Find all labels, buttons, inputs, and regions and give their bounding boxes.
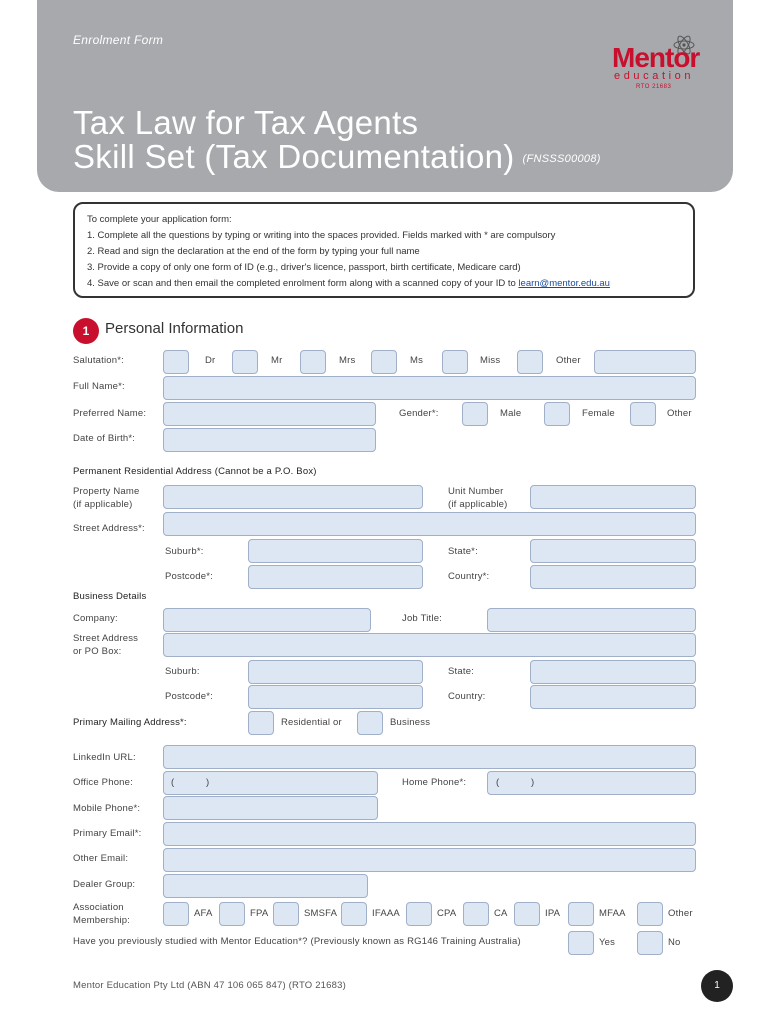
instructions-intro: To complete your application form: [87, 214, 232, 225]
dealer-group-field[interactable] [163, 874, 368, 898]
property-name-field[interactable] [163, 485, 423, 509]
instructions-step-4-text: 4. Save or scan and then email the completed enrolment form along with a scanned copy of your ID to [87, 278, 516, 289]
job-title-label: Job Title: [402, 613, 443, 624]
company-field[interactable] [163, 608, 371, 632]
linkedin-field[interactable] [163, 745, 696, 769]
salutation-dr-checkbox[interactable] [163, 350, 189, 374]
business-country-field[interactable] [530, 685, 696, 709]
property-name-label-line2: (if applicable) [73, 499, 133, 510]
logo-wordmark: Mentor [612, 42, 700, 73]
business-state-field[interactable] [530, 660, 696, 684]
section-title: Personal Information [105, 320, 244, 337]
other-email-label: Other Email: [73, 853, 129, 864]
business-street-label-line1: Street Address [73, 633, 139, 644]
salutation-ms-label: Ms [410, 355, 424, 366]
gender-other-checkbox[interactable] [630, 402, 656, 426]
company-label: Company: [73, 613, 118, 624]
linkedin-label: LinkedIn URL: [73, 752, 136, 763]
business-postcode-field[interactable] [248, 685, 423, 709]
salutation-dr-label: Dr [205, 355, 216, 366]
previous-study-yes-checkbox[interactable] [568, 931, 594, 955]
assoc-ifaaa-checkbox[interactable] [341, 902, 367, 926]
office-phone-area-open: ( [171, 777, 175, 788]
mailing-business-checkbox[interactable] [357, 711, 383, 735]
mailing-residential-label: Residential or [281, 717, 342, 728]
association-label [73, 901, 130, 927]
assoc-ipa-label: IPA [545, 908, 561, 919]
unit-number-label-line2: (if applicable) [448, 499, 508, 510]
office-phone-label: Office Phone: [73, 777, 133, 788]
assoc-mfaa-label: MFAA [599, 908, 626, 919]
unit-number-field[interactable] [530, 485, 696, 509]
salutation-miss-label: Miss [480, 355, 501, 366]
instructions-step-1: 1. Complete all the questions by typing or writing into the spaces provided. Fields marked with * are compulsory [87, 230, 556, 241]
property-name-label-line1: Property Name [73, 486, 140, 497]
salutation-mr-checkbox[interactable] [232, 350, 258, 374]
mentor-logo [608, 34, 702, 96]
business-street-label [73, 632, 138, 658]
preferred-name-field[interactable] [163, 402, 376, 426]
full-name-field[interactable] [163, 376, 696, 400]
previous-study-yes-label: Yes [599, 937, 616, 948]
instructions-step-2: 2. Read and sign the declaration at the end of the form by typing your full name [87, 246, 420, 257]
footer-company-info: Mentor Education Pty Ltd (ABN 47 106 065 847) (RTO 21683) [73, 980, 346, 991]
business-postcode-label: Postcode*: [165, 691, 213, 702]
section-number-badge: 1 [73, 318, 99, 344]
business-street-label-line2: or PO Box: [73, 646, 122, 657]
permanent-address-heading: Permanent Residential Address (Cannot be a P.O. Box) [73, 466, 317, 477]
dob-field[interactable] [163, 428, 376, 452]
business-state-label: State: [448, 666, 475, 677]
previous-study-no-checkbox[interactable] [637, 931, 663, 955]
assoc-afa-checkbox[interactable] [163, 902, 189, 926]
state-field[interactable] [530, 539, 696, 563]
street-address-label: Street Address*: [73, 523, 145, 534]
country-field[interactable] [530, 565, 696, 589]
business-suburb-field[interactable] [248, 660, 423, 684]
gender-male-checkbox[interactable] [462, 402, 488, 426]
page-title-line2 [73, 138, 601, 176]
association-label-line2: Membership: [73, 915, 131, 926]
assoc-cpa-label: CPA [437, 908, 457, 919]
salutation-other-field[interactable] [594, 350, 696, 374]
business-suburb-label: Suburb: [165, 666, 200, 677]
postcode-label: Postcode*: [165, 571, 213, 582]
form-type-label: Enrolment Form [73, 33, 164, 47]
instructions-step-3: 3. Provide a copy of only one form of ID (e.g., driver's licence, passport, birth certificate, Medicare card) [87, 262, 521, 273]
other-email-field[interactable] [163, 848, 696, 872]
suburb-field[interactable] [248, 539, 423, 563]
instructions-box [73, 202, 695, 298]
salutation-miss-checkbox[interactable] [442, 350, 468, 374]
unit-number-label-line1: Unit Number [448, 486, 504, 497]
country-label: Country*: [448, 571, 490, 582]
dob-label: Date of Birth*: [73, 433, 136, 444]
assoc-smsfa-checkbox[interactable] [273, 902, 299, 926]
salutation-mr-label: Mr [271, 355, 283, 366]
association-label-line1: Association [73, 902, 124, 913]
primary-email-label: Primary Email*: [73, 828, 142, 839]
salutation-other-label: Other [556, 355, 581, 366]
assoc-cpa-checkbox[interactable] [406, 902, 432, 926]
mobile-phone-field[interactable] [163, 796, 378, 820]
primary-email-field[interactable] [163, 822, 696, 846]
course-code: (FNSSS00008) [522, 153, 601, 166]
mailing-residential-checkbox[interactable] [248, 711, 274, 735]
assoc-other-label: Other [668, 908, 693, 919]
business-country-label: Country: [448, 691, 486, 702]
assoc-fpa-label: FPA [250, 908, 269, 919]
email-link[interactable]: learn@mentor.edu.au [518, 278, 610, 289]
postcode-field[interactable] [248, 565, 423, 589]
primary-mailing-label: Primary Mailing Address*: [73, 717, 187, 728]
gender-male-label: Male [500, 408, 522, 419]
assoc-ifaaa-label: IFAAA [372, 908, 400, 919]
full-name-label: Full Name*: [73, 381, 125, 392]
mobile-phone-label: Mobile Phone*: [73, 803, 141, 814]
logo-rto: RTO 21683 [636, 84, 672, 90]
gender-other-label: Other [667, 408, 692, 419]
assoc-mfaa-checkbox[interactable] [568, 902, 594, 926]
home-phone-field[interactable] [487, 771, 696, 795]
gender-label: Gender*: [399, 408, 439, 419]
dealer-group-label: Dealer Group: [73, 879, 136, 890]
assoc-smsfa-label: SMSFA [304, 908, 338, 919]
job-title-field[interactable] [487, 608, 696, 632]
home-phone-area-open: ( [496, 777, 500, 788]
business-details-heading: Business Details [73, 591, 147, 602]
assoc-ca-label: CA [494, 908, 508, 919]
previous-study-no-label: No [668, 937, 681, 948]
salutation-mrs-checkbox[interactable] [300, 350, 326, 374]
assoc-ipa-checkbox[interactable] [514, 902, 540, 926]
state-label: State*: [448, 546, 478, 557]
salutation-mrs-label: Mrs [339, 355, 356, 366]
instructions-step-4 [87, 276, 681, 292]
assoc-fpa-checkbox[interactable] [219, 902, 245, 926]
street-address-field[interactable] [163, 512, 696, 536]
unit-number-label [448, 485, 508, 511]
mailing-business-label: Business [390, 717, 431, 728]
assoc-afa-label: AFA [194, 908, 213, 919]
office-phone-area-close: ) [206, 777, 210, 788]
page-title-line2-text: Skill Set (Tax Documentation) [73, 138, 515, 175]
logo-subtitle: education [614, 70, 695, 82]
assoc-ca-checkbox[interactable] [463, 902, 489, 926]
assoc-other-checkbox[interactable] [637, 902, 663, 926]
salutation-other-checkbox[interactable] [517, 350, 543, 374]
home-phone-label: Home Phone*: [402, 777, 467, 788]
gender-female-checkbox[interactable] [544, 402, 570, 426]
business-street-field[interactable] [163, 633, 696, 657]
home-phone-area-close: ) [531, 777, 535, 788]
salutation-label: Salutation*: [73, 355, 124, 366]
salutation-ms-checkbox[interactable] [371, 350, 397, 374]
gender-female-label: Female [582, 408, 615, 419]
page-title-line1: Tax Law for Tax Agents [73, 104, 419, 141]
previous-study-question: Have you previously studied with Mentor Education*? (Previously known as RG146 Training Australia) [73, 936, 521, 947]
page-number: 1 [701, 970, 733, 1002]
suburb-label: Suburb*: [165, 546, 204, 557]
office-phone-field[interactable] [163, 771, 378, 795]
property-name-label [73, 485, 139, 511]
preferred-name-label: Preferred Name: [73, 408, 147, 419]
